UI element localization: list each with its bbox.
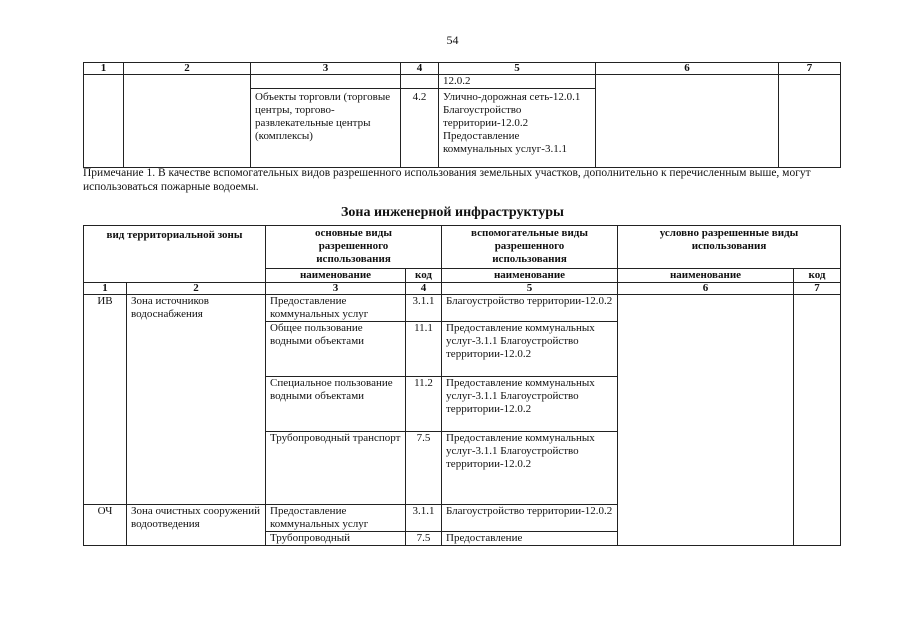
column-number-row	[84, 63, 841, 75]
use-code-cell: 3.1.1	[406, 505, 442, 532]
header-code-cond: код	[794, 269, 841, 283]
use-name-cell: Предоставление коммунальных услуг	[266, 505, 406, 532]
header-row	[84, 226, 841, 269]
header-name-aux: наименование	[442, 269, 618, 283]
page-number: 54	[446, 33, 459, 47]
note-text: Примечание 1. В качестве вспомогательных видов разрешенного использования земельных участков, дополнительно к перечисленным выше, могут использоваться пожарные водоемы.	[83, 167, 811, 193]
continuation-cell: 12.0.2	[439, 75, 596, 89]
header-name-cond: наименование	[618, 269, 794, 283]
col-num-1: 1	[84, 283, 127, 295]
col-num-4: 4	[406, 283, 442, 295]
col-num-5: 5	[439, 63, 596, 75]
use-name-cell: Специальное пользование водными объектами	[266, 377, 406, 432]
aux-uses-cell: Благоустройство территории-12.0.2	[442, 295, 618, 322]
aux-use-item: Предоставление коммунальных услуг-3.1.1	[443, 130, 567, 155]
zone-title: Зона инженерной инфраструктуры	[341, 205, 564, 220]
col-num-5: 5	[442, 283, 618, 295]
col-num-7: 7	[779, 63, 841, 75]
header-main-uses: основные виды разрешенного использования	[266, 226, 442, 269]
empty-cell	[401, 75, 439, 89]
use-code-cell: 7.5	[406, 532, 442, 546]
use-code-cell: 3.1.1	[406, 295, 442, 322]
col-num-6: 6	[596, 63, 779, 75]
continued-table	[83, 62, 841, 168]
zone-code-cell: ОЧ	[84, 505, 127, 546]
col-num-7: 7	[794, 283, 841, 295]
use-code-cell: 11.2	[406, 377, 442, 432]
aux-uses-cell	[439, 89, 596, 168]
cond-code-cell	[794, 295, 841, 546]
aux-uses-cell: Предоставление коммунальных услуг-3.1.1 Благоустройство территории-12.0.2	[442, 322, 618, 377]
use-code-cell: 11.1	[406, 322, 442, 377]
header-name: наименование	[266, 269, 406, 283]
use-name-cell: Трубопроводный транспорт	[266, 432, 406, 505]
zone-name-cell: Зона очистных сооружений водоотведения	[127, 505, 266, 546]
col-num-6: 6	[618, 283, 794, 295]
empty-cell	[251, 75, 401, 89]
col-num-4: 4	[401, 63, 439, 75]
use-code-cell: 7.5	[406, 432, 442, 505]
header-zone-type: вид территориальной зоны	[84, 226, 266, 283]
col-num-3: 3	[266, 283, 406, 295]
aux-uses-cell: Предоставление	[442, 532, 618, 546]
col-num-2: 2	[127, 283, 266, 295]
empty-cell	[779, 75, 841, 168]
table-row	[84, 295, 841, 322]
header-code: код	[406, 269, 442, 283]
zone-name-cell: Зона источников водоснабжения	[127, 295, 266, 505]
col-num-1: 1	[84, 63, 124, 75]
use-code-cell: 4.2	[401, 89, 439, 168]
aux-uses-cell: Благоустройство территории-12.0.2	[442, 505, 618, 532]
use-name-cell: Предоставление коммунальных услуг	[266, 295, 406, 322]
aux-use-item: Улично-дорожная сеть-12.0.1	[443, 91, 581, 103]
aux-use-item: Благоустройство территории-12.0.2	[443, 104, 529, 129]
use-name-cell: Общее пользование водными объектами	[266, 322, 406, 377]
zone-table	[83, 225, 841, 546]
use-name-cell: Объекты торговли (торговые центры, торгово-развлекательные центры (комплексы)	[251, 89, 401, 168]
empty-cell	[124, 75, 251, 168]
column-number-row	[84, 283, 841, 295]
aux-uses-cell: Предоставление коммунальных услуг-3.1.1 Благоустройство территории-12.0.2	[442, 432, 618, 505]
zone-code-cell: ИВ	[84, 295, 127, 505]
table-row	[84, 75, 841, 89]
header-aux-uses: вспомогательные виды разрешенного использования	[442, 226, 618, 269]
use-name-cell: Трубопроводный	[266, 532, 406, 546]
empty-cell	[596, 75, 779, 168]
aux-uses-cell: Предоставление коммунальных услуг-3.1.1 Благоустройство территории-12.0.2	[442, 377, 618, 432]
col-num-3: 3	[251, 63, 401, 75]
header-cond-uses: условно разрешенные виды использования	[618, 226, 841, 269]
col-num-2: 2	[124, 63, 251, 75]
empty-cell	[84, 75, 124, 168]
cond-uses-cell	[618, 295, 794, 546]
